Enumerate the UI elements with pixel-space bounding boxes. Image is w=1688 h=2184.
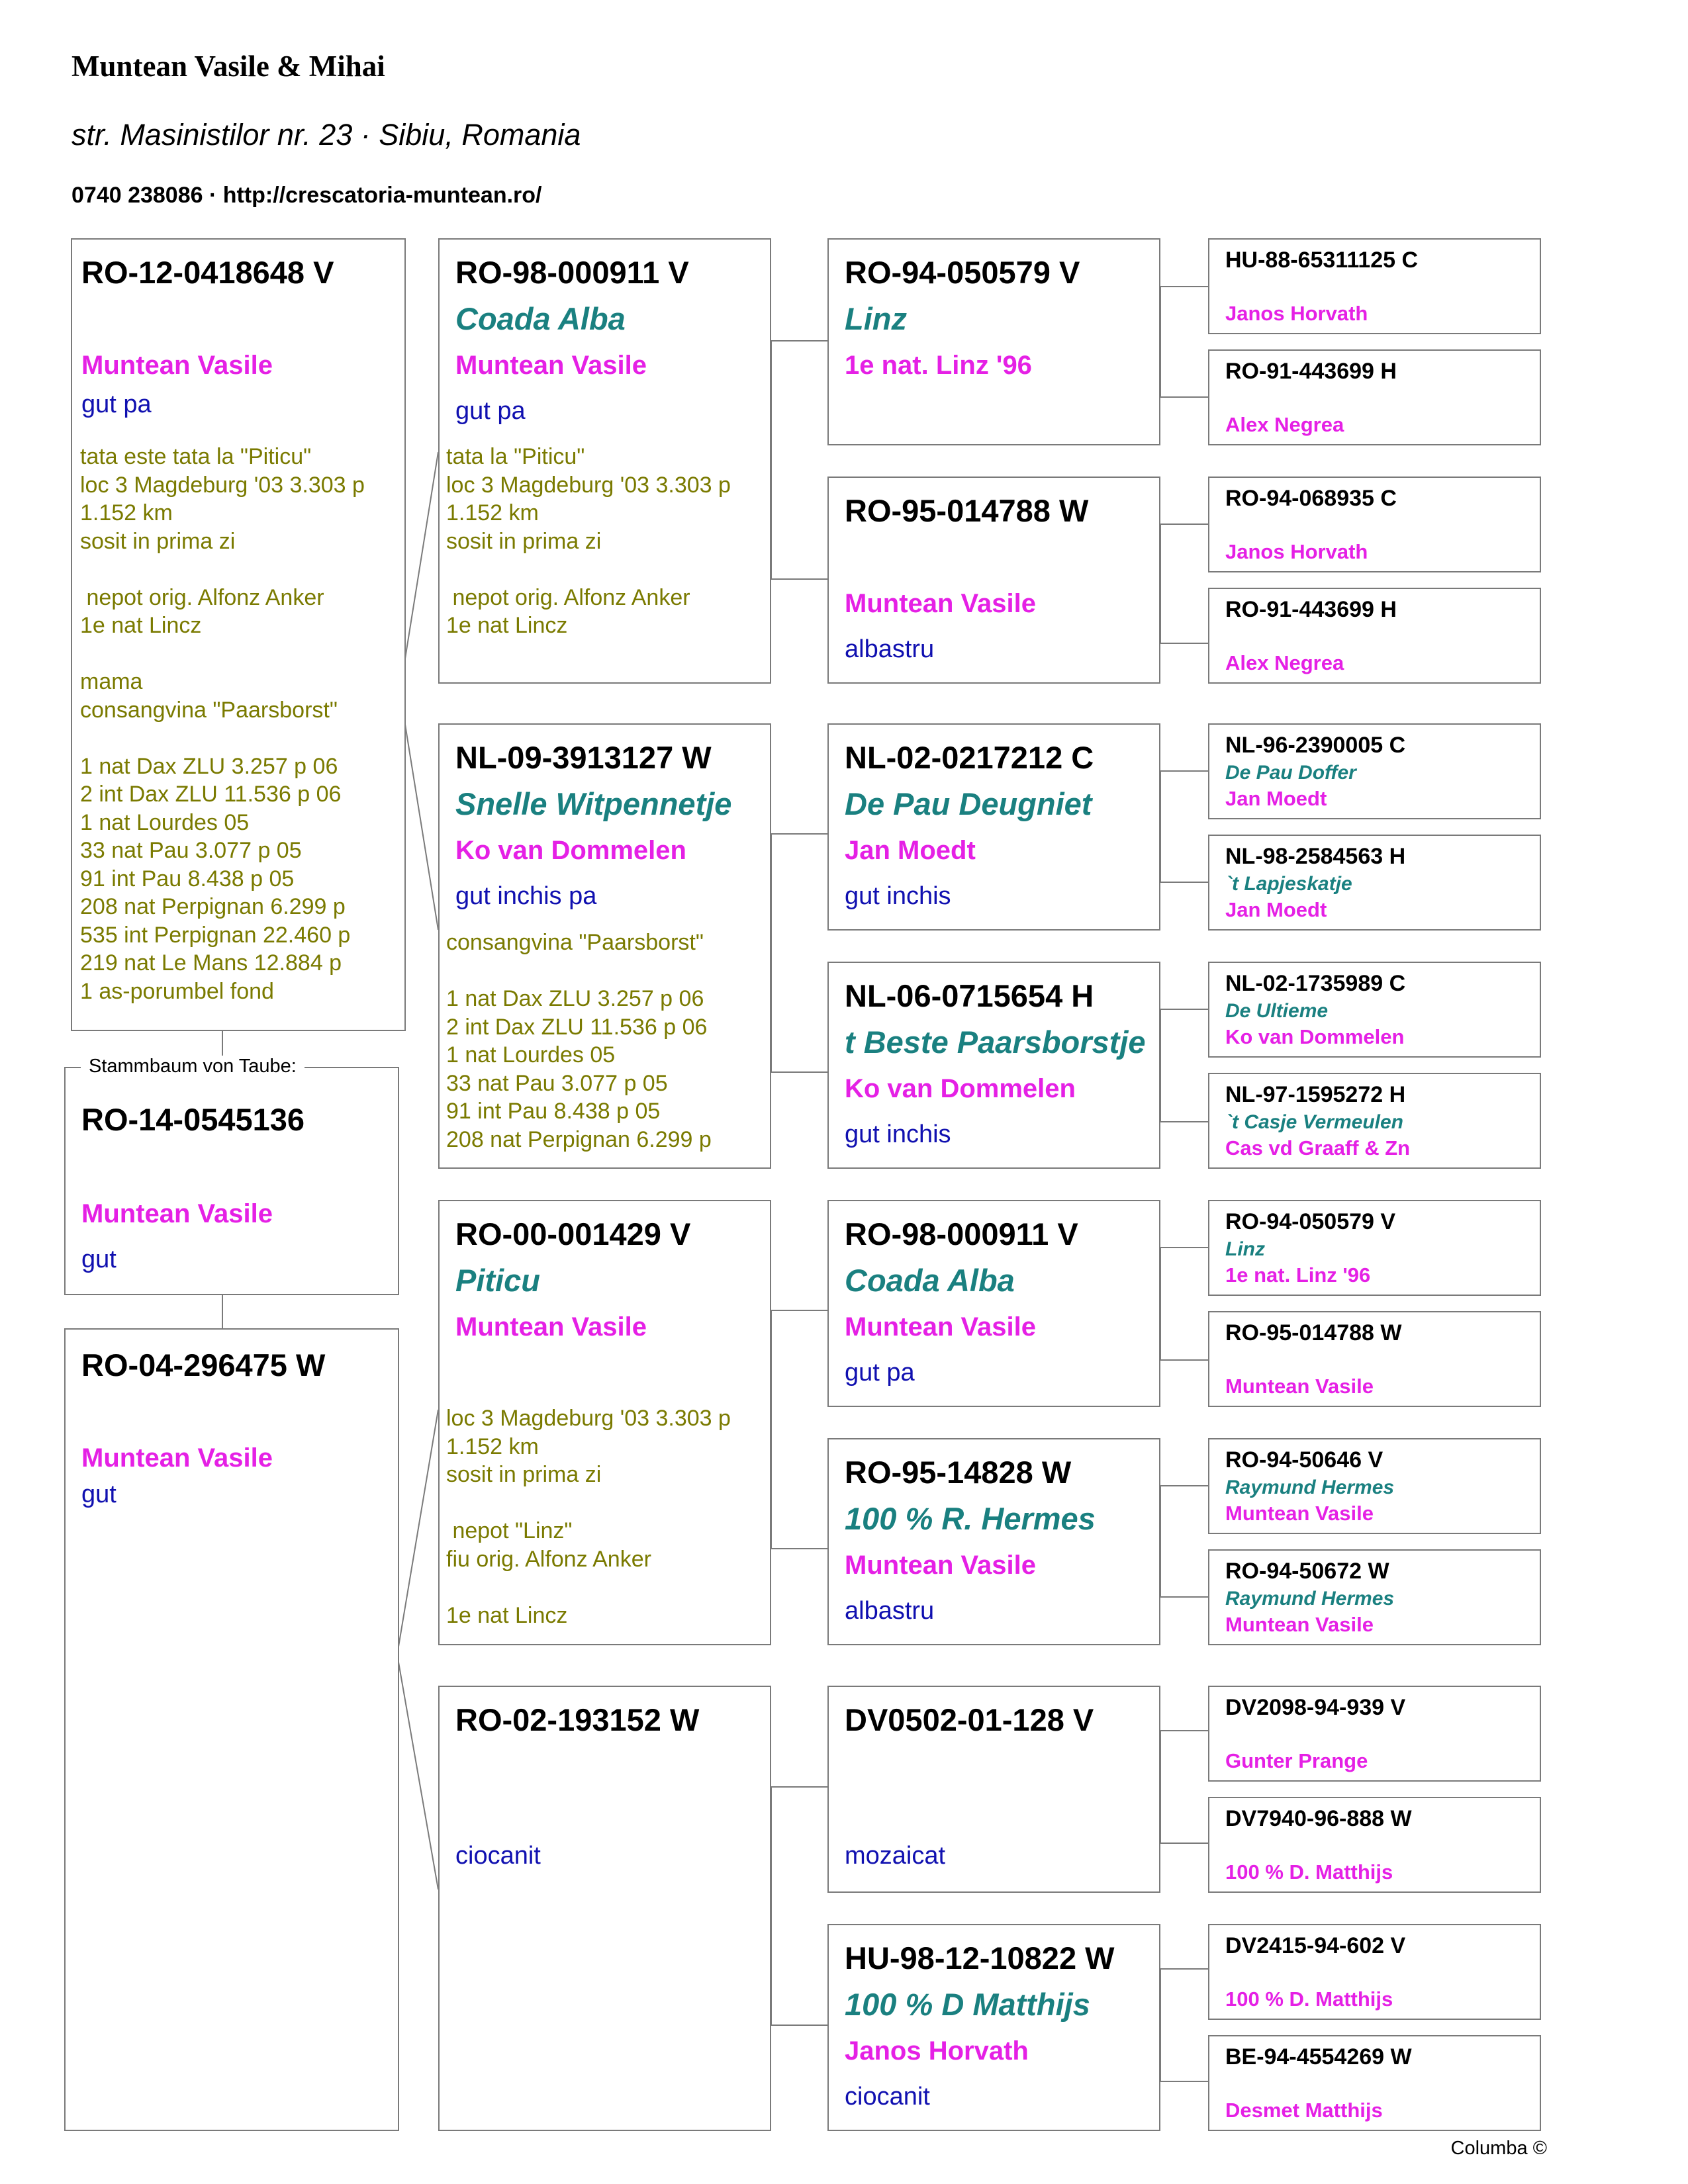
grandparent-name: Piticu [455,1263,540,1298]
great-grandparent-breeder: Muntean Vasile [845,1551,1036,1580]
ancestor-ring: RO-94-068935 C [1225,486,1397,511]
ancestor-breeder: Jan Moedt [1225,898,1327,921]
great-grandparent-card [827,477,1160,684]
great-grandparent-name: 100 % R. Hermes [845,1501,1096,1536]
ancestor-card [1208,238,1541,334]
ancestor-name: `t Casje Vermeulen [1225,1111,1403,1133]
ancestor-ring: HU-88-65311125 C [1225,248,1419,273]
great-grandparent-breeder: 1e nat. Linz '96 [845,351,1032,380]
ancestor-card [1208,835,1541,931]
great-grandparent-ring: RO-98-000911 V [845,1216,1078,1251]
great-grandparent-name: De Pau Deugniet [845,786,1092,821]
ancestor-name: De Pau Doffer [1225,762,1356,784]
great-grandparent-breeder: Muntean Vasile [845,589,1036,618]
great-grandparent-color: ciocanit [845,2083,930,2111]
dam-ring: RO-04-296475 W [81,1347,326,1383]
ancestor-breeder: Ko van Dommelen [1225,1025,1405,1048]
great-grandparent-ring: NL-02-0217212 C [845,740,1094,775]
ancestor-breeder: Muntean Vasile [1225,1502,1374,1525]
great-grandparent-ring: HU-98-12-10822 W [845,1940,1115,1976]
ancestor-card [1208,1438,1541,1534]
grandparent-breeder: Muntean Vasile [455,351,647,380]
grandparent-breeder: Muntean Vasile [455,1312,647,1342]
ancestor-name: Raymund Hermes [1225,1588,1395,1610]
sire-ring: RO-14-0545136 [81,1102,305,1137]
great-grandparent-card [827,723,1160,931]
breeder-contact: 0740 238086 · http://crescatoria-muntean.ro/ [71,183,542,208]
great-grandparent-card [827,238,1160,445]
great-grandparent-ring: RO-94-050579 V [845,255,1080,290]
grandparent-notes: loc 3 Magdeburg '03 3.303 p 1.152 km sosit in prima zi nepot "Linz" fiu orig. Alfonz Anker 1e nat Lincz [446,1406,731,1628]
ancestor-breeder: Jan Moedt [1225,787,1327,810]
ancestor-ring: DV2098-94-939 V [1225,1695,1406,1720]
grandparent-ring: RO-98-000911 V [455,255,689,290]
grandparent-breeder: Ko van Dommelen [455,836,686,865]
ancestor-name: `t Lapjeskatje [1225,873,1352,895]
ancestor-card [1208,2035,1541,2131]
subject-breeder: Muntean Vasile [81,351,273,380]
great-grandparent-breeder: Ko van Dommelen [845,1074,1076,1103]
breeder-title: Muntean Vasile & Mihai [71,50,385,83]
ancestor-ring: BE-94-4554269 W [1225,2044,1412,2070]
great-grandparent-name: 100 % D Matthijs [845,1987,1090,2022]
grandparent-ring: RO-02-193152 W [455,1702,700,1737]
ancestor-card [1208,962,1541,1058]
dam-breeder: Muntean Vasile [81,1443,273,1473]
ancestor-breeder: Muntean Vasile [1225,1375,1374,1398]
great-grandparent-color: albastru [845,635,935,663]
great-grandparent-name: Coada Alba [845,1263,1015,1298]
ancestor-breeder: Janos Horvath [1225,302,1368,325]
great-grandparent-name: Linz [845,301,907,336]
subject-card [71,238,406,1031]
ancestor-breeder: Alex Negrea [1225,413,1344,436]
great-grandparent-card [827,1924,1160,2131]
ancestor-breeder: 100 % D. Matthijs [1225,1860,1393,1884]
ancestor-breeder: Desmet Matthijs [1225,2099,1383,2122]
grandparent-card [438,1686,771,2131]
ancestor-ring: RO-95-014788 W [1225,1320,1402,1345]
great-grandparent-breeder: Muntean Vasile [845,1312,1036,1342]
great-grandparent-ring: RO-95-14828 W [845,1455,1072,1490]
grandparent-ring: NL-09-3913127 W [455,740,712,775]
great-grandparent-breeder: Jan Moedt [845,836,976,865]
ancestor-ring: RO-94-50672 W [1225,1559,1389,1584]
ancestor-ring: RO-91-443699 H [1225,359,1397,384]
subject-ring: RO-12-0418648 V [81,255,334,290]
ancestor-ring: DV7940-96-888 W [1225,1806,1412,1831]
great-grandparent-card [827,1200,1160,1407]
ancestor-card [1208,1311,1541,1407]
ancestor-name: De Ultieme [1225,1000,1329,1022]
great-grandparent-card [827,1686,1160,1893]
ancestor-ring: RO-94-050579 V [1225,1209,1396,1234]
grandparent-card [438,1200,771,1645]
ancestor-card [1208,1797,1541,1893]
great-grandparent-ring: DV0502-01-128 V [845,1702,1094,1737]
ancestor-ring: NL-02-1735989 C [1225,971,1406,996]
great-grandparent-breeder: Janos Horvath [845,2036,1029,2066]
great-grandparent-color: albastru [845,1597,935,1625]
ancestor-card [1208,349,1541,445]
great-grandparent-color: gut pa [845,1359,915,1387]
ancestor-breeder: 1e nat. Linz '96 [1225,1263,1371,1287]
great-grandparent-ring: RO-95-014788 W [845,493,1089,528]
ancestor-breeder: Muntean Vasile [1225,1613,1374,1636]
grandparent-name: Snelle Witpennetje [455,786,732,821]
subject-notes: tata este tata la "Piticu" loc 3 Magdeburg '03 3.303 p 1.152 km sosit in prima zi nepot orig. Alfonz Anker 1e nat Lincz mama consangvina "Paarsborst" 1 nat Dax ZLU 3.257 p 06 2 int Dax ZLU 11.536 p 06 1 nat Lourdes 05 33 nat Pau 3.077 p 05 91 int Pau 8.438 p 05 208 nat Perpignan 6.299 p 535 int Perpignan 22.460 p 219 nat Le Mans 12.884 p 1 as-porumbel fond [80,444,365,1004]
ancestor-breeder: Gunter Prange [1225,1749,1368,1772]
grandparent-card [438,238,771,684]
ancestor-card [1208,723,1541,819]
ancestor-ring: NL-98-2584563 H [1225,844,1406,869]
ancestor-breeder: Alex Negrea [1225,651,1344,674]
great-grandparent-ring: NL-06-0715654 H [845,978,1094,1013]
great-grandparent-color: gut inchis [845,1120,951,1148]
ancestor-card [1208,1686,1541,1782]
ancestor-card [1208,1200,1541,1296]
ancestor-card [1208,1549,1541,1645]
ancestor-ring: NL-97-1595272 H [1225,1082,1406,1107]
great-grandparent-card [827,1438,1160,1645]
grandparent-color: gut pa [455,397,526,425]
ancestor-ring: DV2415-94-602 V [1225,1933,1406,1958]
pedigree-label: Stammbaum von Taube: [81,1056,305,1077]
ancestor-breeder: Cas vd Graaff & Zn [1225,1136,1411,1160]
great-grandparent-card [827,962,1160,1169]
grandparent-ring: RO-00-001429 V [455,1216,691,1251]
ancestor-breeder: 100 % D. Matthijs [1225,1987,1393,2011]
ancestor-card [1208,588,1541,684]
ancestor-ring: RO-94-50646 V [1225,1447,1383,1473]
grandparent-name: Coada Alba [455,301,626,336]
great-grandparent-color: gut inchis [845,882,951,910]
dam-color: gut [81,1480,117,1508]
grandparent-notes: consangvina "Paarsborst" 1 nat Dax ZLU 3.257 p 06 2 int Dax ZLU 11.536 p 06 1 nat Lourdes 05 33 nat Pau 3.077 p 05 91 int Pau 8.438 p 05 208 nat Perpignan 6.299 p [446,930,712,1152]
ancestor-ring: RO-91-443699 H [1225,597,1397,622]
grandparent-color: ciocanit [455,1842,541,1870]
great-grandparent-name: t Beste Paarsborstje [845,1024,1146,1060]
ancestor-card [1208,477,1541,572]
dam-card [64,1328,399,2131]
ancestor-card [1208,1924,1541,2020]
ancestor-name: Raymund Hermes [1225,1477,1395,1498]
sire-card [64,1067,399,1295]
ancestor-ring: NL-96-2390005 C [1225,733,1406,758]
subject-color: gut pa [81,390,152,418]
sire-color: gut [81,1246,117,1273]
copyright-footer: Columba © [1450,2138,1547,2159]
great-grandparent-color: mozaicat [845,1842,946,1870]
sire-breeder: Muntean Vasile [81,1199,273,1228]
breeder-address: str. Masinistilor nr. 23 · Sibiu, Romania [71,118,581,152]
ancestor-name: Linz [1225,1238,1265,1260]
ancestor-breeder: Janos Horvath [1225,540,1368,563]
ancestor-card [1208,1073,1541,1169]
grandparent-card [438,723,771,1169]
grandparent-notes: tata la "Piticu" loc 3 Magdeburg '03 3.303 p 1.152 km sosit in prima zi nepot orig. Alfonz Anker 1e nat Lincz [446,444,731,638]
grandparent-color: gut inchis pa [455,882,597,910]
